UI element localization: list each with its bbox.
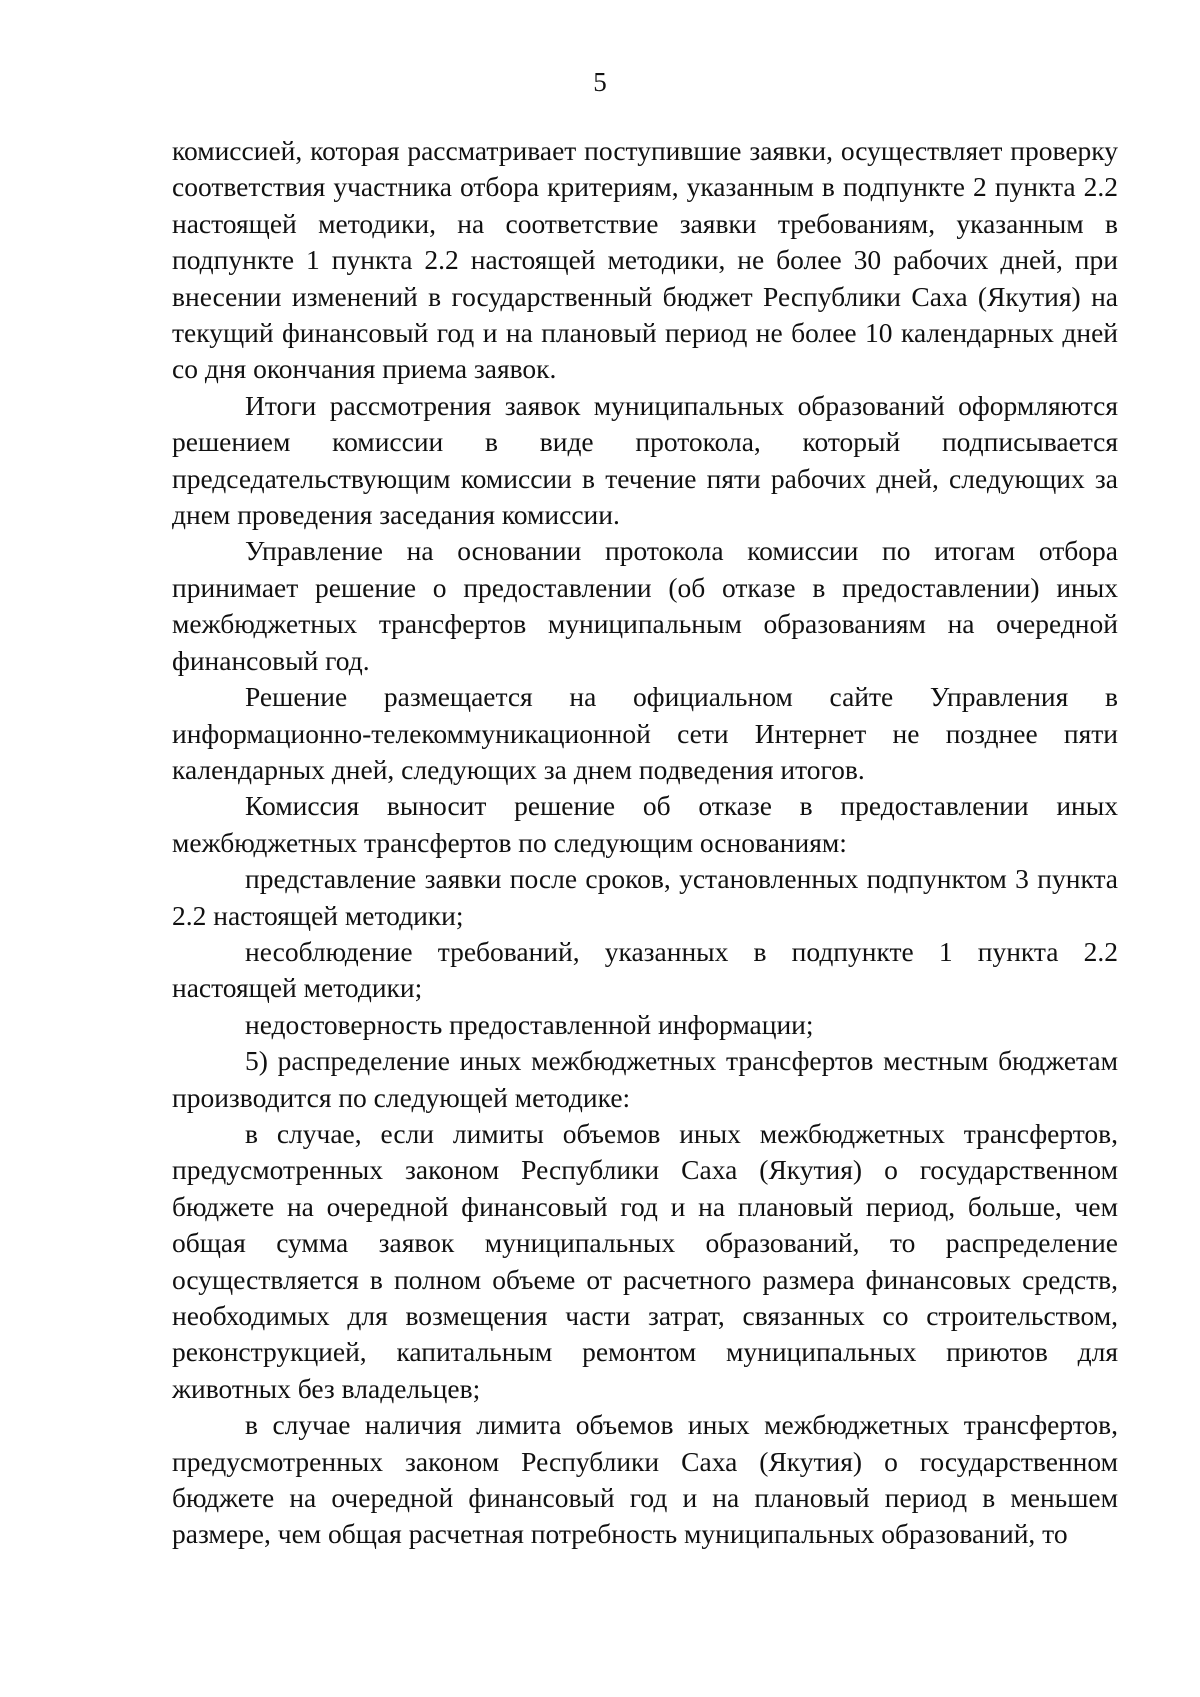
paragraph-distribution-method: 5) распределение иных межбюджетных трансфертов местным бюджетам производится по следующей методике: [172,1045,1118,1113]
paragraph-refusal-grounds: Комиссия выносит решение об отказе в предоставлении иных межбюджетных трансфертов по следующим основаниям: [172,790,1118,858]
list-item-late-submission: представление заявки после сроков, установленных подпунктом 3 пункта 2.2 настоящей методики; [172,863,1118,931]
list-item-noncompliance: несоблюдение требований, указанных в подпункте 1 пункта 2.2 настоящей методики; [172,935,1118,1004]
paragraph-management-decision: Управление на основании протокола комиссии по итогам отбора принимает решение о предоставлении (об отказе в предоставлении) иных межбюджетных трансфертов муниципальным образованиям на очередной финансовый год. [172,535,1118,676]
paragraph-limits-exceed: в случае, если лимиты объемов иных межбюджетных трансфертов, предусмотренных законом Республики Саха (Якутия) о государственном бюджете на очередной финансовый год и на плановый период, больше, чем общая сумма заявок муниципальных образований, то распределение осуществляется в полном объеме от расчетного размера финансовых средств, необходимых для возмещения части затрат, связанных со строительством, реконструкцией, капитальным ремонтом муниципальных приютов для животных без владельцев; [172,1117,1118,1404]
paragraph-decision-publication: Решение размещается на официальном сайте Управления в информационно-телекоммуникационной сети Интернет не позднее пяти календарных дней, следующих за днем подведения итогов. [172,681,1118,785]
paragraph-results-protocol: Итоги рассмотрения заявок муниципальных образований оформляются решением комиссии в виде протокола, который подписывается председательствующим комиссии в течение пяти рабочих дней, следующих за днем проведения заседания комиссии. [172,389,1118,531]
paragraph-limits-lower: в случае наличия лимита объемов иных межбюджетных трансфертов, предусмотренных законом Республики Саха (Якутия) о государственном бюджете на очередной финансовый год и на плановый период в меньшем размере, чем общая расчетная потребность муниципальных образований, то [172,1409,1118,1550]
document-body [172,133,1118,1553]
list-item-unreliable-info: недостоверность предоставленной информации; [245,1008,814,1040]
page-number: 5 [593,67,607,97]
paragraph-commission-review: комиссией, которая рассматривает поступившие заявки, осуществляет проверку соответствия участника отбора критериям, указанным в подпункте 2 пункта 2.2 настоящей методики, на соответствие заявки требованиям, указанным в подпункте 1 пункта 2.2 настоящей методики, не более 30 рабочих дней, при внесении изменений в государственный бюджет Республики Саха (Якутия) на текущий финансовый год и на плановый период не более 10 календарных дней со дня окончания приема заявок. [172,135,1118,385]
